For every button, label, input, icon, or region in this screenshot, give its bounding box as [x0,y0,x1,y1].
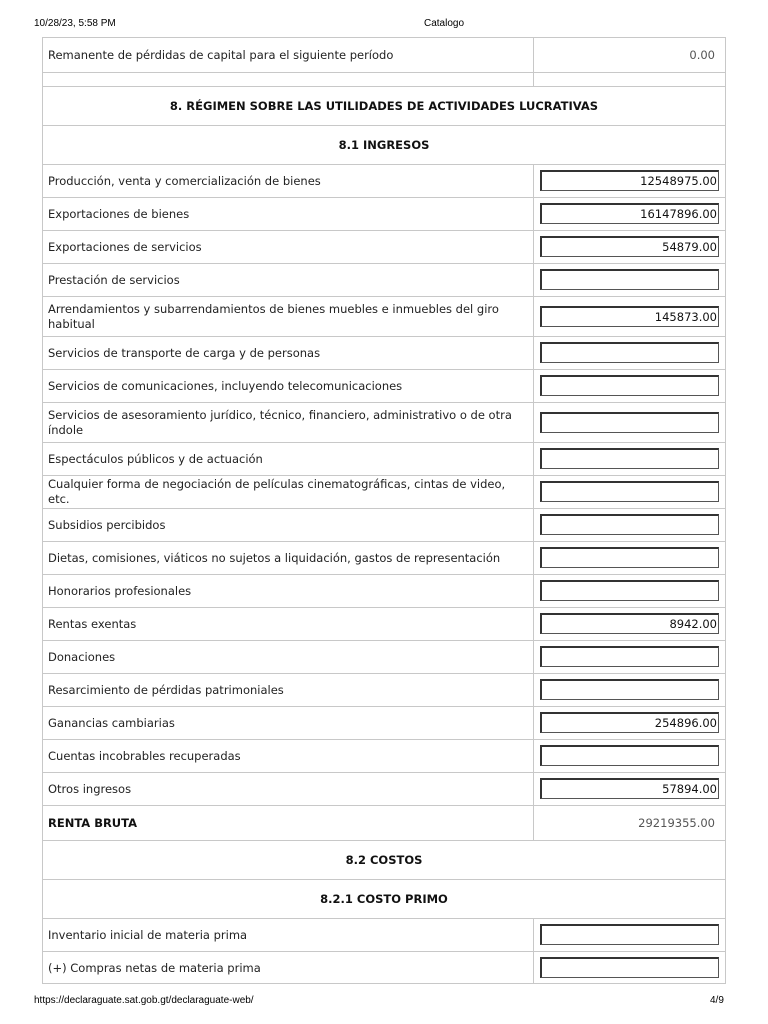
amount-input-cell [540,712,719,733]
amount-input[interactable] [540,580,719,601]
amount-input[interactable] [540,778,719,799]
ingreso-row [43,197,725,230]
print-title: Catalogo [424,18,465,29]
amount-input-cell [540,778,719,799]
field-label: Arrendamientos y subarrendamientos de bienes muebles e inmuebles del giro habitual [43,297,534,336]
amount-input[interactable] [540,236,719,257]
remanente-label: Remanente de pérdidas de capital para el siguiente período [43,38,534,72]
section-8-title: 8. RÉGIMEN SOBRE LAS UTILIDADES DE ACTIVIDADES LUCRATIVAS [169,99,599,113]
ingreso-row [43,369,725,402]
field-label: Inventario inicial de materia prima [43,919,534,951]
field-label: Subsidios percibidos [43,509,534,541]
amount-input-cell [540,957,719,978]
amount-input[interactable] [540,375,719,396]
amount-input-cell [540,679,719,700]
ingreso-row [43,541,725,574]
field-label: Prestación de servicios [43,264,534,296]
ingreso-row [43,640,725,673]
amount-input-cell [540,646,719,667]
amount-input[interactable] [540,613,719,634]
renta-bruta-label: RENTA BRUTA [43,806,534,840]
amount-input-cell [540,412,719,433]
ingreso-row [43,739,725,772]
ingreso-row [43,574,725,607]
amount-input-cell [540,745,719,766]
amount-input-cell [540,170,719,191]
costo-primo-title: 8.2.1 COSTO PRIMO [320,892,448,906]
field-label: Dietas, comisiones, viáticos no sujetos a liquidación, gastos de representación [43,542,534,574]
field-label: Rentas exentas [43,608,534,640]
amount-input-cell [540,203,719,224]
amount-input[interactable] [540,170,719,191]
ingreso-row [43,230,725,263]
amount-input[interactable] [540,269,719,290]
ingreso-row [43,402,725,442]
field-label: Donaciones [43,641,534,673]
field-label: Exportaciones de servicios [43,231,534,263]
print-url: https://declaraguate.sat.gob.gt/declaraguate-web/ [34,995,254,1006]
amount-input[interactable] [540,448,719,469]
field-label: Servicios de asesoramiento jurídico, técnico, financiero, administrativo o de otra índole [43,403,534,442]
amount-input[interactable] [540,679,719,700]
ingreso-row [43,336,725,369]
costo-row [43,918,725,951]
amount-input-cell [540,306,719,327]
ingreso-row [43,296,725,336]
declaration-form [42,37,726,984]
remanente-row [43,37,725,72]
ingreso-row [43,475,725,508]
ingreso-row [43,706,725,739]
ingresos-title: 8.1 INGRESOS [338,138,430,152]
costo-primo-header [43,879,725,918]
costo-row [43,951,725,984]
amount-input-cell [540,342,719,363]
renta-bruta-value: 29219355.00 [638,816,715,830]
ingreso-row [43,607,725,640]
amount-input-cell [540,269,719,290]
amount-input-cell [540,481,719,502]
amount-input[interactable] [540,481,719,502]
amount-input[interactable] [540,306,719,327]
field-label: Ganancias cambiarias [43,707,534,739]
field-label: Otros ingresos [43,773,534,805]
amount-input-cell [540,580,719,601]
field-label: Cualquier forma de negociación de películas cinematográficas, cintas de video, etc. [43,476,534,508]
spacer-row [43,72,725,86]
field-label: Exportaciones de bienes [43,198,534,230]
amount-input[interactable] [540,712,719,733]
remanente-value: 0.00 [689,48,715,62]
amount-input-cell [540,236,719,257]
field-label: Producción, venta y comercialización de bienes [43,165,534,197]
amount-input[interactable] [540,547,719,568]
costos-header [43,840,725,879]
amount-input-cell [540,375,719,396]
print-page-number: 4/9 [710,995,724,1006]
amount-input-cell [540,924,719,945]
field-label: Honorarios profesionales [43,575,534,607]
amount-input[interactable] [540,203,719,224]
field-label: Cuentas incobrables recuperadas [43,740,534,772]
field-label: Servicios de comunicaciones, incluyendo telecomunicaciones [43,370,534,402]
amount-input-cell [540,547,719,568]
field-label: Espectáculos públicos y de actuación [43,443,534,475]
spacer-cell [43,73,534,86]
amount-input[interactable] [540,745,719,766]
ingreso-row [43,772,725,805]
amount-input[interactable] [540,646,719,667]
amount-input[interactable] [540,514,719,535]
field-label: Resarcimiento de pérdidas patrimoniales [43,674,534,706]
amount-input[interactable] [540,412,719,433]
amount-input-cell [540,448,719,469]
renta-bruta-row [43,805,725,840]
ingreso-row [43,164,725,197]
ingreso-row [43,263,725,296]
amount-input-cell [540,613,719,634]
ingresos-header [43,125,725,164]
print-timestamp: 10/28/23, 5:58 PM [34,18,116,29]
ingreso-row [43,508,725,541]
amount-input[interactable] [540,957,719,978]
field-label: Servicios de transporte de carga y de personas [43,337,534,369]
amount-input[interactable] [540,924,719,945]
ingreso-row [43,673,725,706]
ingreso-row [43,442,725,475]
amount-input-cell [540,514,719,535]
costos-title: 8.2 COSTOS [345,853,423,867]
section-8-header [43,86,725,125]
amount-input[interactable] [540,342,719,363]
field-label: (+) Compras netas de materia prima [43,952,534,984]
